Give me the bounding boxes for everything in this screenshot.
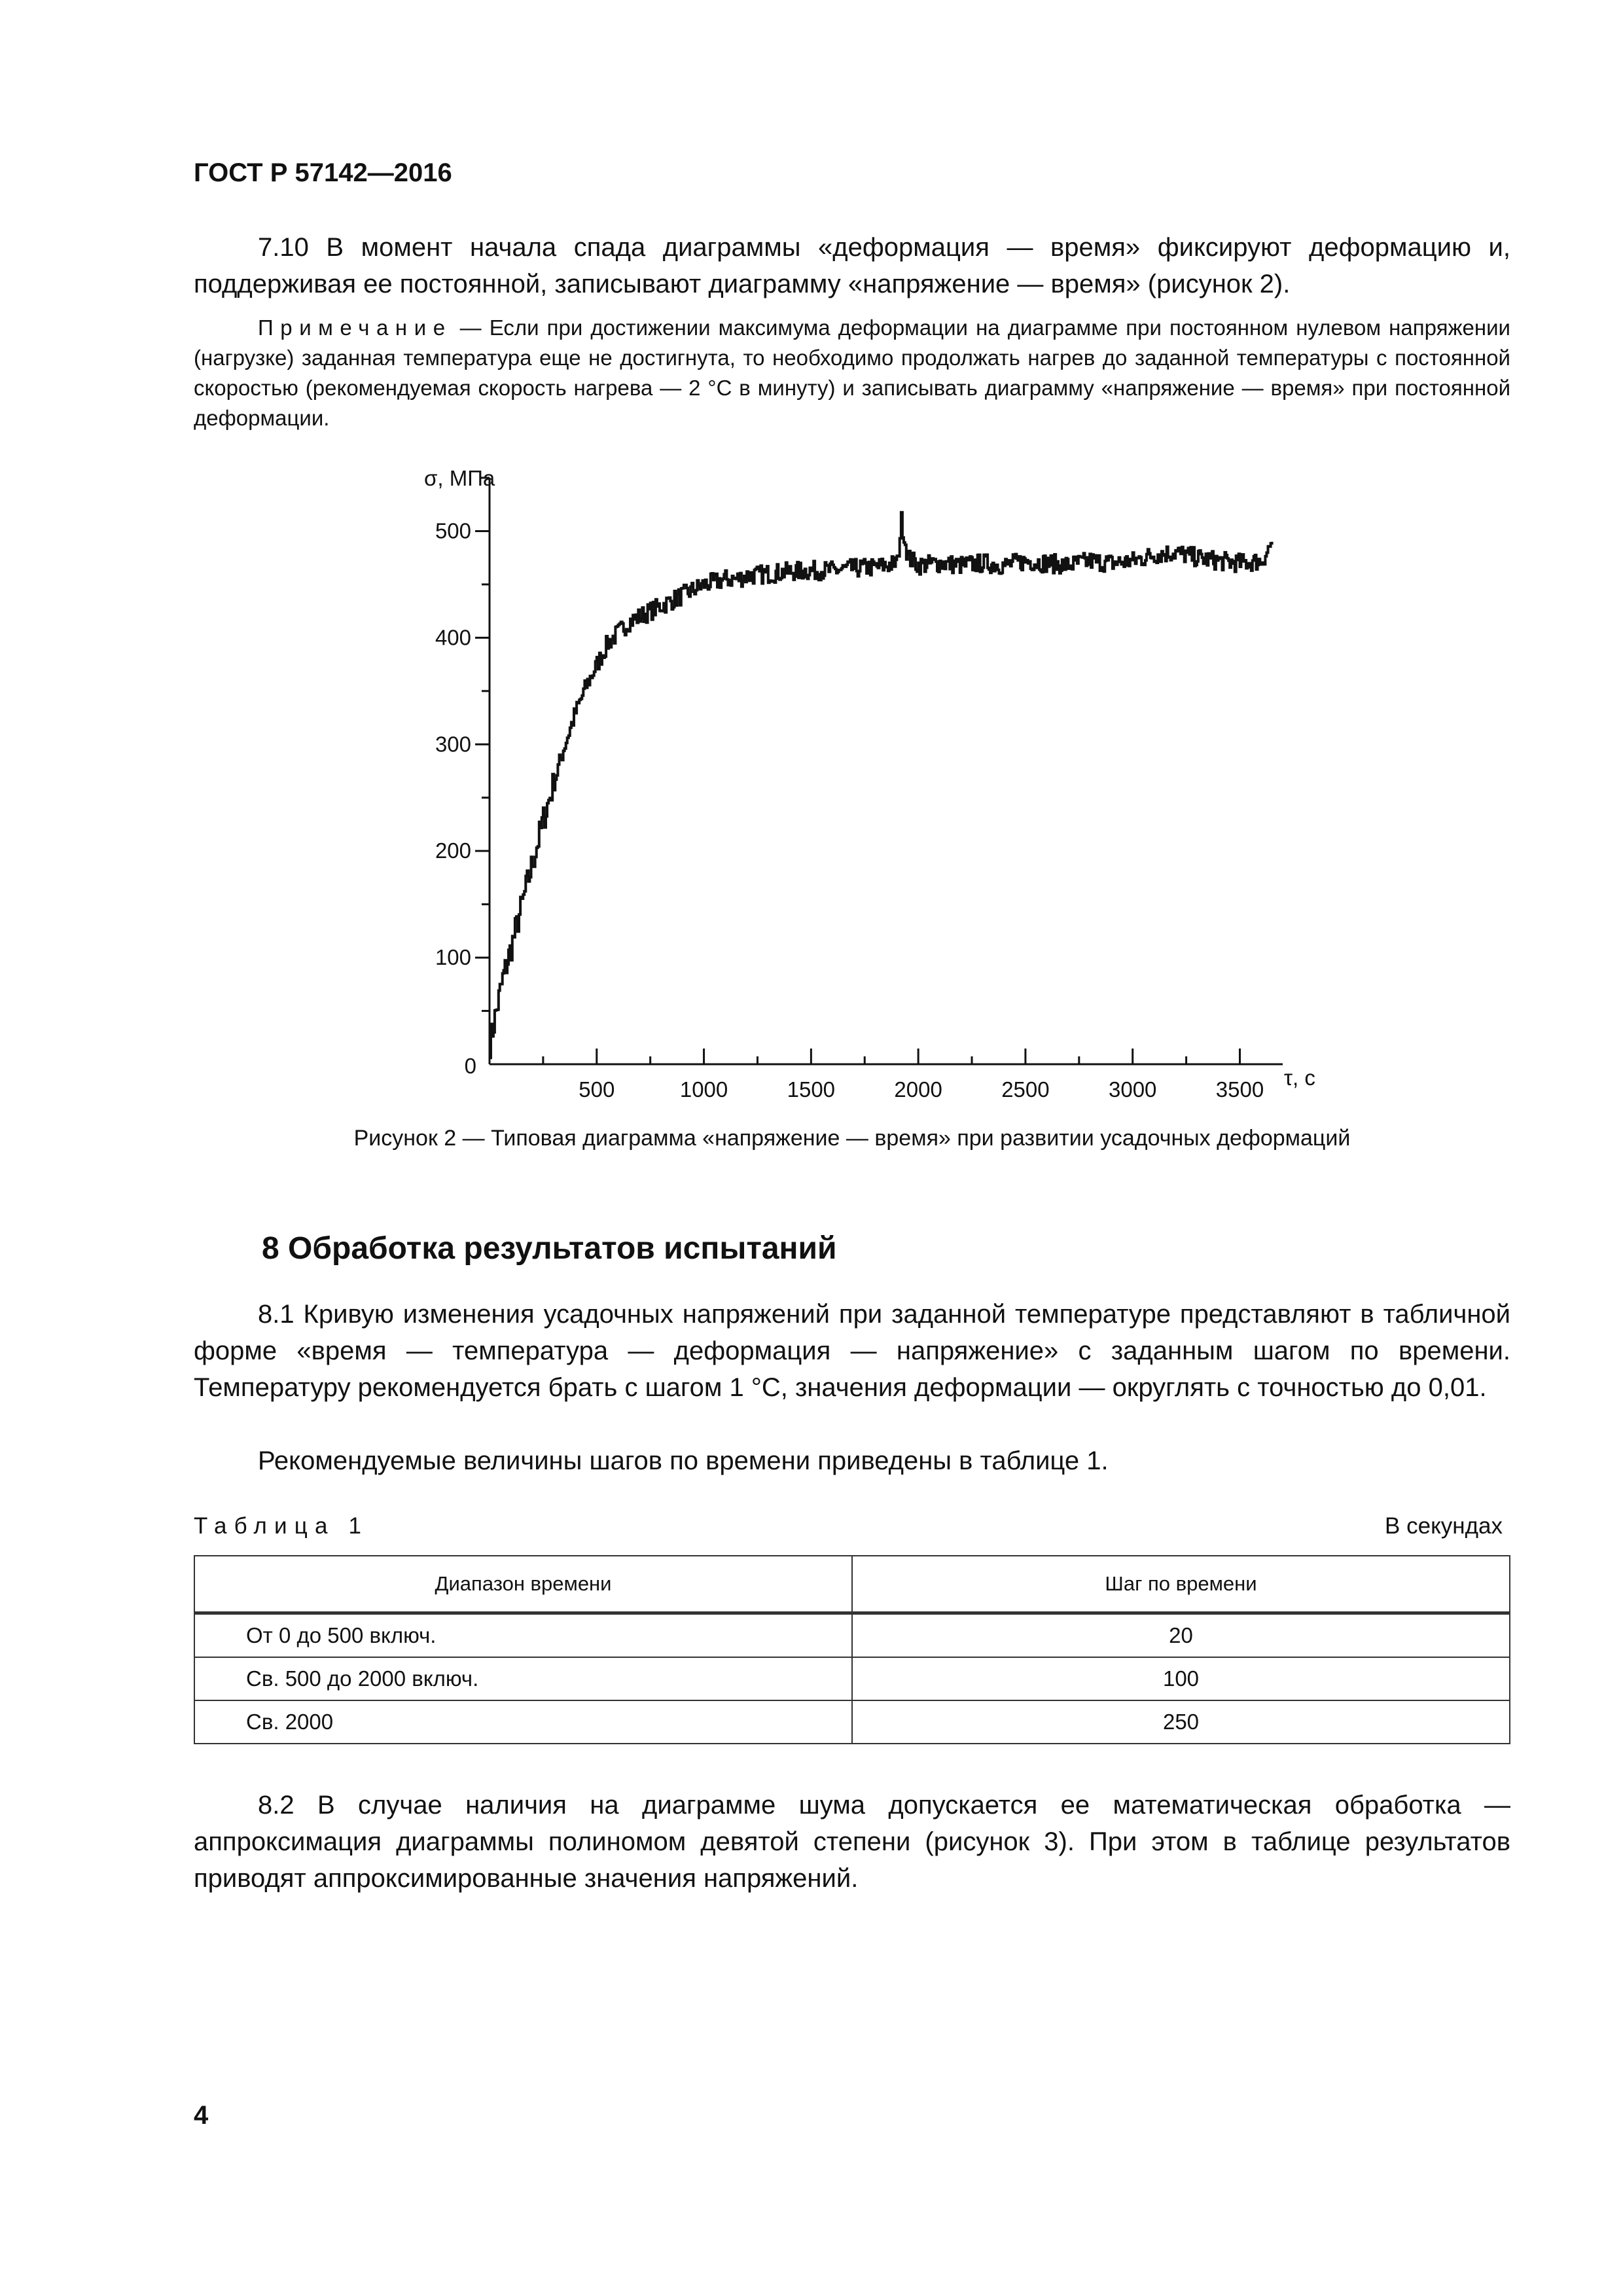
- x-tick-label: 500: [579, 1077, 615, 1102]
- page-header: ГОСТ Р 57142—2016: [194, 158, 452, 187]
- table-row: [194, 1657, 1510, 1700]
- paragraph-8-1: 8.1 Кривую изменения усадочных напряжений при заданной температуре представляют в табличной форме «время — температура — деформация — напряжение» с заданным шагом по времени. Температуру рекомендуется брать с шагом 1 °С, значения деформации — округлять с точностью до 0,01.: [194, 1300, 1510, 1402]
- table-cell: 100: [852, 1657, 1510, 1700]
- paragraph-8-1-table-ref: Рекомендуемые величины шагов по времени приведены в таблице 1.: [258, 1446, 1109, 1475]
- step-table: [194, 1555, 1510, 1744]
- section-title: 8 Обработка результатов испытаний: [262, 1231, 837, 1266]
- table-cell: 20: [852, 1613, 1510, 1658]
- table-label: Таблица 1: [194, 1513, 369, 1539]
- note-text: — Если при достижении максимума деформации на диаграмме при постоянном нулевом напряжении (нагрузке) заданная температура еще не достигнута, то необходимо продолжать нагрев до заданной температуры с постоянной скоростью (рекомендуемая скорость нагрева — 2 °С в минуту) и записывать диаграмму «напряжение — время» при постоянной деформации.: [194, 315, 1510, 430]
- page-number: 4: [194, 2101, 209, 2130]
- stress-curve: [490, 512, 1272, 1058]
- x-axis-label: τ, с: [1284, 1066, 1315, 1090]
- x-axis-ticks: [543, 1049, 1264, 1102]
- y-tick-label: 400: [435, 625, 471, 650]
- paragraph-7-10: 7.10 В момент начала спада диаграммы «деформация — время» фиксируют деформацию и, поддерживая ее постоянной, записывают диаграмму «напряжение — время» (рисунок 2).: [194, 233, 1510, 298]
- x-tick-label: 1000: [679, 1077, 728, 1102]
- x-tick-label: 3000: [1108, 1077, 1157, 1102]
- note-block: [194, 313, 1510, 433]
- y-tick-label: 500: [435, 518, 471, 543]
- table-units: В секундах: [1385, 1513, 1503, 1539]
- x-tick-label: 3500: [1215, 1077, 1264, 1102]
- table-row: [194, 1613, 1510, 1658]
- stress-time-chart: [366, 458, 1348, 1113]
- table-row: [194, 1700, 1510, 1744]
- origin-label: 0: [464, 1054, 476, 1078]
- table-cell: От 0 до 500 включ.: [194, 1613, 852, 1658]
- x-tick-label: 1500: [787, 1077, 836, 1102]
- table-header-cell: Диапазон времени: [194, 1556, 852, 1613]
- y-axis-ticks: [435, 518, 490, 1011]
- y-tick-label: 300: [435, 732, 471, 757]
- table-header-row: [194, 1556, 1510, 1613]
- y-axis-label: σ, МПа: [424, 466, 495, 490]
- note-label: Примечание: [258, 315, 452, 340]
- y-tick-label: 100: [435, 945, 471, 970]
- x-tick-label: 2000: [894, 1077, 942, 1102]
- y-tick-label: 200: [435, 838, 471, 863]
- table-cell: Св. 2000: [194, 1700, 852, 1744]
- table-header-cell: Шаг по времени: [852, 1556, 1510, 1613]
- table-cell: Св. 500 до 2000 включ.: [194, 1657, 852, 1700]
- table-cell: 250: [852, 1700, 1510, 1744]
- x-tick-label: 2500: [1001, 1077, 1050, 1102]
- figure-caption: Рисунок 2 — Типовая диаграмма «напряжение — время» при развитии усадочных деформаций: [353, 1126, 1351, 1151]
- paragraph-8-2: 8.2 В случае наличия на диаграмме шума допускается ее математическая обработка — аппроксимация диаграммы полиномом девятой степени (рисунок 3). При этом в таблице результатов приводят аппроксимированные значения напряжений.: [194, 1791, 1510, 1893]
